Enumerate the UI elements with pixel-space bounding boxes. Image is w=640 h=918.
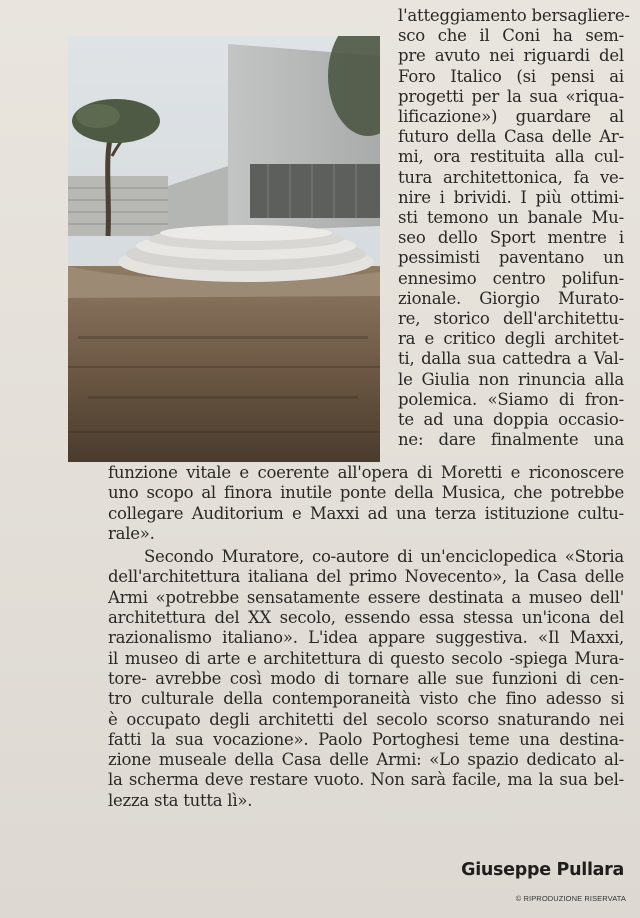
text-line: mi, ora restituita alla cul- <box>398 147 624 167</box>
casa-delle-armi-image <box>68 36 380 462</box>
text-line: ti, dalla sua cattedra a Val- <box>398 349 624 369</box>
text-line: l'atteggiamento bersagliere- <box>398 6 630 25</box>
author-byline: Giuseppe Pullara <box>461 860 624 880</box>
text-line: Foro Italico (si pensi ai <box>398 66 624 86</box>
text-line: lificazione») guardare al <box>398 107 624 127</box>
text-line: la scherma deve restare vuoto. Non sarà facile, ma la sua bel- <box>108 770 624 790</box>
text-line: pre avuto nei riguardi del <box>398 46 624 66</box>
copyright-notice: © RIPRODUZIONE RISERVATA <box>515 894 626 903</box>
text-line: ne: dare finalmente una <box>398 430 624 450</box>
text-line: è occupato degli architetti del secolo scorso snaturando nei <box>108 709 624 729</box>
text-line: ennesimo centro polifun- <box>398 268 624 288</box>
text-line: rale». <box>108 523 155 543</box>
text-line: architettura del XX secolo, essendo essa stessa un'icona del <box>108 608 624 628</box>
text-line: Armi «potrebbe sensatamente essere destinata a museo dell' <box>108 587 624 607</box>
text-line: progetti per la sua «riqua- <box>398 86 624 106</box>
text-line: pessimisti paventano un <box>398 248 624 268</box>
text-line: zione museale della Casa delle Armi: «Lo spazio dedicato al- <box>108 750 624 770</box>
text-line: zionale. Giorgio Murato- <box>398 288 624 308</box>
text-line: polemica. «Siamo di fron- <box>398 389 624 409</box>
text-line: collegare Auditorium e Maxxi ad una terza istituzione cultu- <box>108 503 624 523</box>
building-photo <box>68 36 380 462</box>
text-line: uno scopo al finora inutile ponte della Musica, che potrebbe <box>108 483 624 503</box>
text-line: re, storico dell'architettu- <box>398 309 624 329</box>
text-line: tore- avrebbe così modo di tornare alle sue funzioni di cen- <box>108 668 624 688</box>
text-line: tura architettonica, fa ve- <box>398 167 624 187</box>
text-line: fatti la sua vocazione». Paolo Portoghesi teme una destina- <box>108 729 624 749</box>
text-line: futuro della Casa delle Ar- <box>398 127 624 147</box>
text-line: seo dello Sport mentre i <box>398 228 624 248</box>
article-body <box>108 463 624 811</box>
text-line: razionalismo italiano». L'idea appare suggestiva. «Il Maxxi, <box>108 628 624 648</box>
text-line: sti temono un banale Mu- <box>398 208 624 228</box>
text-line: lezza sta tutta lì». <box>108 790 253 810</box>
text-line: le Giulia non rinuncia alla <box>398 369 624 389</box>
text-line: dell'architettura italiana del primo Novecento», la Casa delle <box>108 567 624 587</box>
text-line: funzione vitale e coerente all'opera di Moretti e riconoscere <box>108 463 624 482</box>
text-line: tro culturale della contemporaneità visto che fino adesso si <box>108 689 624 709</box>
text-line: sco che il Coni ha sem- <box>398 26 624 46</box>
text-line: te ad una doppia occasio- <box>398 410 624 430</box>
text-line: Secondo Muratore, co-autore di un'enciclopedica «Storia <box>144 547 624 567</box>
text-line: nire i brividi. I più ottimi- <box>398 187 624 207</box>
article-right-column <box>398 6 630 450</box>
text-line: il museo di arte e architettura di questo secolo -spiega Mura- <box>108 648 624 668</box>
text-line: ra e critico degli architet- <box>398 329 624 349</box>
